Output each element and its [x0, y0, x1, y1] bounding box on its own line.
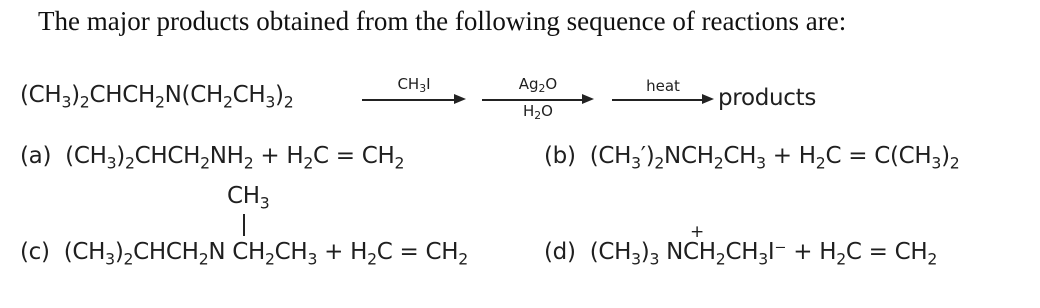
arrow-condition-heat: heat	[646, 77, 680, 95]
arrow-shaft	[362, 99, 456, 101]
option-b: (b) $(CH_3')_2NCH_2CH_3 + H_2C = C(CH_3)_2$	[544, 143, 960, 173]
arrow-head-icon	[454, 94, 466, 104]
option-c: (c) $(CH_3)_2CHCH_2N$ $CH_2CH_3 + H_2C = CH_2$	[20, 239, 468, 269]
arrow-reagent-h2o: $H_2O$	[523, 102, 553, 123]
option-d-label: (d)	[544, 239, 576, 265]
option-d: (d) $(CH_3)_3$ $NCH_2CH_3I^- + H_2C = CH_2$	[544, 239, 938, 269]
arrow-shaft	[612, 99, 704, 101]
option-c-label: (c)	[20, 239, 50, 265]
option-b-label: (b)	[544, 143, 576, 169]
option-c-bond-line	[243, 214, 245, 236]
products-label: products	[718, 85, 817, 111]
arrow-head-icon	[702, 94, 714, 104]
arrow-reagent-ag2o: $Ag_2O$	[518, 75, 558, 96]
arrow-reagent-ch3i: $CH_3I$	[397, 75, 431, 96]
option-c-methyl-group: $CH_3$	[227, 183, 270, 213]
question-text: The major products obtained from the following sequence of reactions are:	[38, 6, 847, 36]
option-d-positive-charge: +	[690, 222, 705, 242]
option-a-label: (a)	[20, 143, 52, 169]
option-a: (a) $(CH_3)_2CHCH_2NH_2 + H_2C = CH_2$	[20, 143, 405, 173]
arrow-shaft	[482, 99, 584, 101]
reactant-formula: $(CH_3)_2CHCH_2N(CH_2CH_3)_2$	[20, 82, 294, 112]
